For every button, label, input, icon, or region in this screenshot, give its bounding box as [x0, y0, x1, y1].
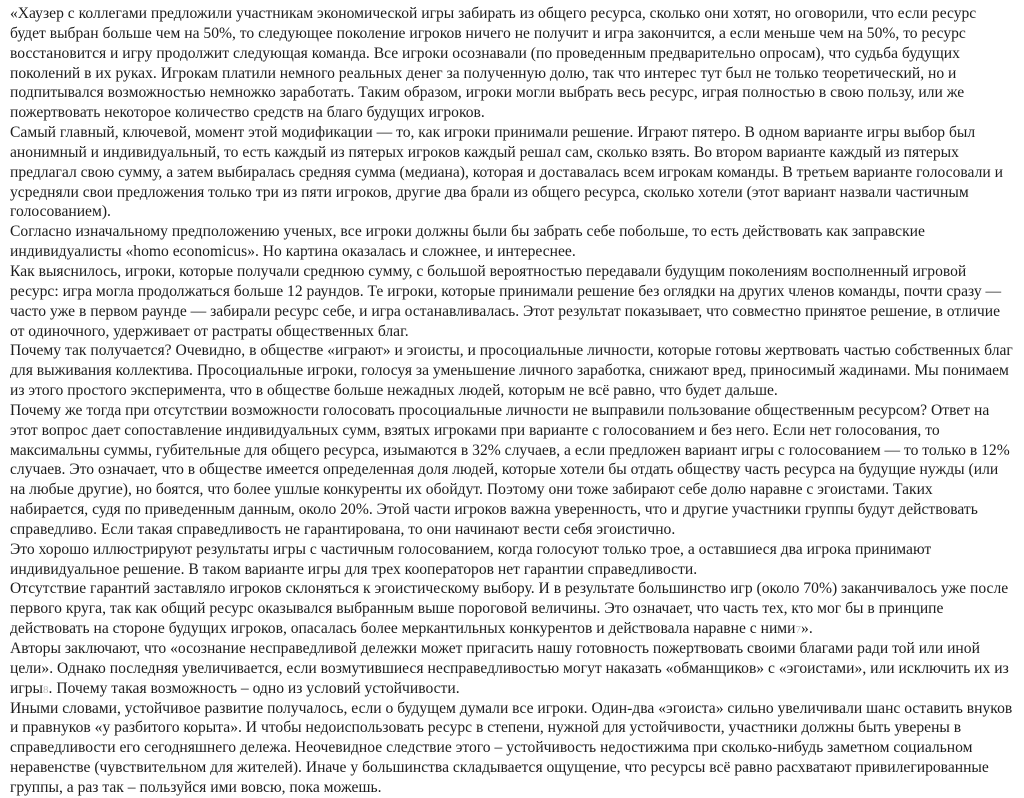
paragraph-key-moment: Самый главный, ключевой, момент этой модификации — то, как игроки принимали решение. Играют пятеро. В одном варианте игры выбор был анонимный и индивидуальный, то есть каждый из пятерых игроков каждый решал сам, сколько взять. Во втором варианте каждый из пятерых предлагал свою сумму, а затем выбиралась средняя сумма (медиана), которая и доставалась всем игрокам команды. В третьем варианте голосовали и усредняли свои предложения только три из пяти игроков, другие два брали из общего ресурса, сколько хотели (этот вариант назвали частичным голосованием).: [10, 124, 1003, 221]
paragraph-why: Почему так получается? Очевидно, в обществе «играют» и эгоисты, и просоциальные личности, которые готовы жертвовать частью собственных благ для выживания коллектива. Просоциальные игроки, голосуя за уменьшение личного заработка, снижают вред, приносимый жадинами. Мы понимаем из этого простого эксперимента, что в обществе больше нежадных людей, которым не всё равно, что будет дальше.: [10, 342, 1013, 400]
paragraph-text: Авторы заключают, что «осознание несправедливой дележки может пригасить нашу готовность пожертвовать своими благами ради той или иной цели». Однако последняя увеличивается, если возмутившиеся несправедливостью могут наказать «обманщиков» с «эгоистами», или исключить их из игры: [10, 640, 1009, 697]
paragraph-tail: ».: [801, 620, 813, 638]
paragraph-findings: Как выяснилось, игроки, которые получали среднюю сумму, с большой вероятностью передавали будущим поколениям восполненный игровой ресурс: игра могла продолжаться больше 12 раундов. Те игроки, которые принимали решение без оглядки на других членов команды, почти сразу — часто уже в первом раунде — забирали ресурс себе, и игра останавливалась. Этот результат показывает, что совместно принятое решение, в отличие от одиночного, удерживает от растраты общественных благ.: [10, 262, 1002, 340]
paragraph-tail: . Почему такая возможность – одно из условий устойчивости.: [48, 679, 460, 697]
paragraph-intro: «Хаузер с коллегами предложили участникам экономической игры забирать из общего ресурса, сколько они хотят, но оговорили, что если ресурс будет выбран больше чем на 50%, то следующее поколение игроков ничего не получит и игра закончится, а если меньше чем на 50%, то ресурс восстановится и игру продолжит следующая команда. Все игроки осознавали (по проведенным предварительно опросам), что судьба будущих поколений в их руках. Игрокам платили немного реальных денег за полученную долю, так что интерес тут был не только теоретический, но и подпитывался возможностью немножко заработать. Таким образом, игроки могли выбрать весь ресурс, играя полностью в свою пользу, или же пожертвовать некоторое количество средств на благо будущих игроков.: [10, 5, 977, 122]
paragraph-summary: Иными словами, устойчивое развитие получалось, если о будущем думали все игроки. Один-два «эгоиста» сильно увеличивали шанс оставить внуков и правнуков «у разбитого корыта». И чтобы недоиспользовать ресурс в степени, нужной для устойчивости, участники должны быть уверены в справедливости его сегодняшнего дележа. Неочевидное следствие этого – устойчивость недостижима при сколько-нибудь заметном социальном неравенстве (чувствительном для жителей). Иначе у большинства складывается ощущение, что ресурсы всё равно расхватают привилегированные группы, а раз так – пользуйся ими вовсю, пока можешь.: [10, 699, 1013, 796]
paragraph-hypothesis: Согласно изначальному предположению ученых, все игроки должны были бы забрать себе побольше, то есть действовать как заправские индивидуалисты «homo economicus». Но картина оказалась и сложнее, и интереснее.: [10, 223, 925, 261]
paragraph-partial-voting: Это хорошо иллюстрируют результаты игры с частичным голосованием, когда голосуют только трое, а оставшиеся два игрока принимают индивидуальное решение. В таком варианте игры для трех кооператоров нет гарантии справедливости.: [10, 540, 932, 578]
paragraph-no-guarantees: [10, 579, 1014, 639]
paragraph-text: Отсутствие гарантий заставляло игроков склоняться к эгоистическому выбору. И в результате большинство игр (около 70%) заканчивалось уже после первого круга, так как общий ресурс оказывался выбранным выше пороговой величины. Это означает, что часть тех, кто мог бы в принципе действовать на стороне будущих игроков, опасалась более меркантильных конкурентов и действовала наравне с ними: [10, 580, 1009, 638]
paragraph-conclusion: [10, 639, 1014, 699]
footnote-ref[interactable]: 7: [795, 624, 802, 637]
paragraph-no-voting: Почему же тогда при отсутствии возможности голосовать просоциальные личности не выправили пользование общественным ресурсом? Ответ на этот вопрос дает сопоставление индивидуальных сумм, взятых игроками при варианте с голосованием и без него. Если нет голосования, то максимальны суммы, губительные для общего ресурса, изымаются в 32% случаев, а если предложен вариант игры с голосованием — то только в 12% случаев. Это означает, что в обществе имеется определенная доля людей, которые хотели бы отдать обществу часть ресурса на будущие нужды (или на любые другие), но боятся, что более ушлые конкуренты их обойдут. Поэтому они тоже забирают себе долю наравне с эгоистами. Таких набирается, судя по приведенным данным, около 20%. Этой части игроков важна уверенность, что и другие участники группы будут действовать справедливо. Если такая справедливость не гарантирована, то они начинают вести себя эгоистично.: [10, 401, 1010, 538]
footnote-ref[interactable]: 8: [43, 683, 49, 696]
